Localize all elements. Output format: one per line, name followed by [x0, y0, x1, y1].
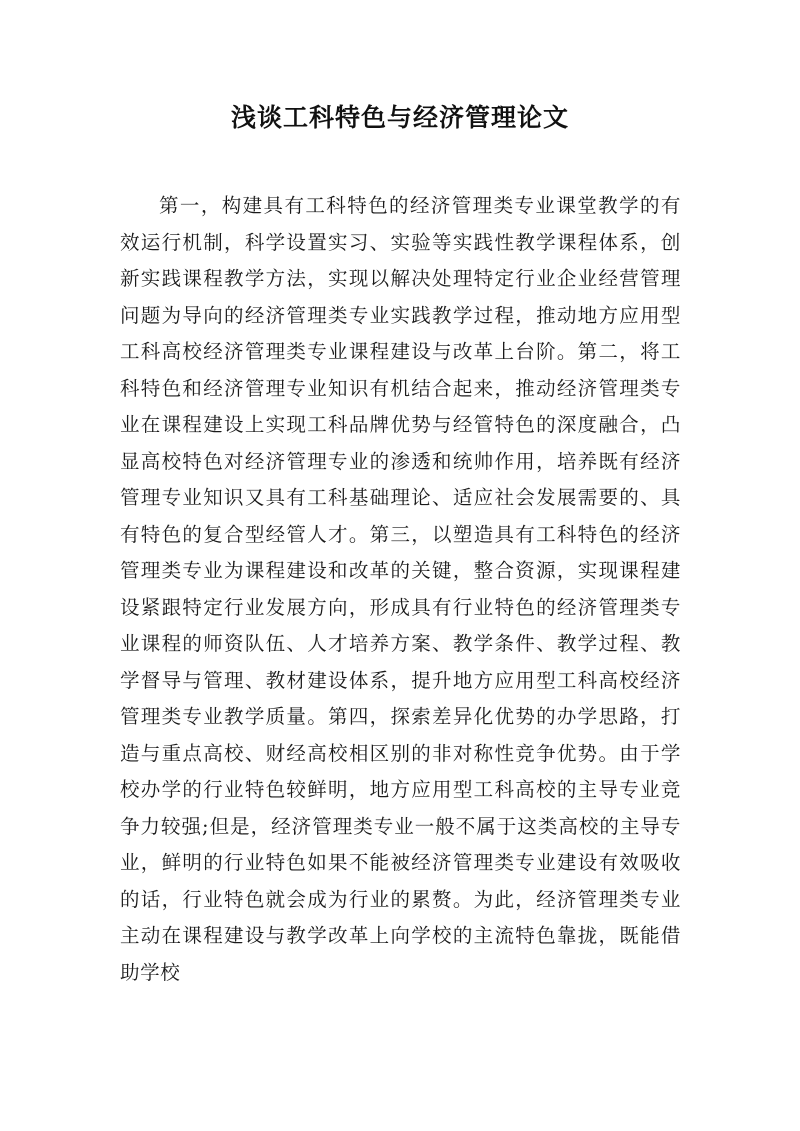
body-paragraph: 第一，构建具有工科特色的经济管理类专业课堂教学的有效运行机制，科学设置实习、实验等实践性教学课程体系，创新实践课程教学方法，实现以解决处理特定行业企业经营管理问题为导向的经济管理类专业实践教学过程，推动地方应用型工科高校经济管理类专业课程建设与改革上台阶。第二，将工科特色和经济管理专业知识有机结合起来，推动经济管理类专业在课程建设上实现工科品牌优势与经管特色的深度融合，凸显高校特色对经济管理专业的渗透和统帅作用，培养既有经济管理专业知识又具有工科基础理论、适应社会发展需要的、具有特色的复合型经管人才。第三，以塑造具有工科特色的经济管理类专业为课程建设和改革的关键，整合资源，实现课程建设紧跟特定行业发展方向，形成具有行业特色的经济管理类专业课程的师资队伍、人才培养方案、教学条件、教学过程、教学督导与管理、教材建设体系，提升地方应用型工科高校经济管理类专业教学质量。第四，探索差异化优势的办学思路，打造与重点高校、财经高校相区别的非对称性竞争优势。由于学校办学的行业特色较鲜明，地方应用型工科高校的主导专业竞争力较强;但是，经济管理类专业一般不属于这类高校的主导专业，鲜明的行业特色如果不能被经济管理类专业建设有效吸收的话，行业特色就会成为行业的累赘。为此，经济管理类专业主动在课程建设与教学改革上向学校的主流特色靠拢，既能借助学校: [120, 194, 681, 984]
document-title: 浅谈工科特色与经济管理论文: [230, 103, 569, 132]
